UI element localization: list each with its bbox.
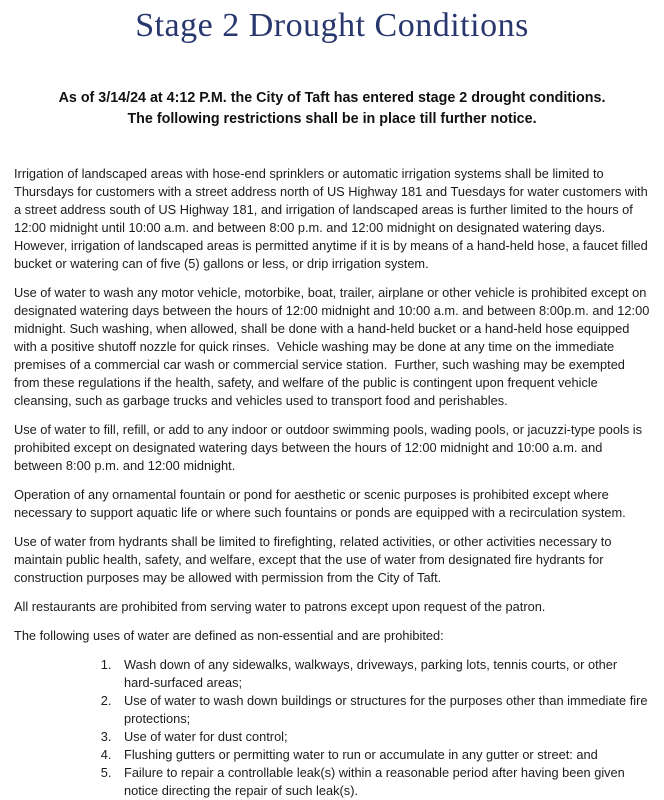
paragraph-hydrants: Use of water from hydrants shall be limited to firefighting, related activities, or other activities necessary to maintain public health, safety, and welfare, except that the use of water from designated fire hydrants for construction purposes may be allowed with permission from the City of Taft. <box>14 534 616 585</box>
list-item-gutters: 4. Flushing gutters or permitting water to run or accumulate in any gutter or street: and <box>115 746 650 764</box>
list-item-sidewalks: 1. Wash down of any sidewalks, walkways, driveways, parking lots, tennis courts, or other hard-surfaced areas; <box>115 656 650 692</box>
nonessential-uses-list <box>14 656 650 800</box>
list-item-leaks: 5. Failure to repair a controllable leak(s) within a reasonable period after having been given notice directing the repair of such leak(s). <box>115 764 650 800</box>
paragraph-vehicle-washing: Use of water to wash any motor vehicle, motorbike, boat, trailer, airplane or other vehicle is prohibited except on designated watering days between the hours of 12:00 midnight and 10:00 a.m. and between 8:00p.m. and 12:00 midnight. Such washing, when allowed, shall be done with a hand-held bucket or a hand-held hose equipped with a positive shutoff nozzle for quick rinses. Vehicle washing may be done at any time on the immediate premises of a commercial car wash or commercial service station. Further, such washing may be exempted from these regulations if the health, safety, and welfare of the public is contingent upon frequent vehicle cleansing, such as garbage trucks and vehicles used to transport food and perishables. <box>14 285 653 408</box>
list-item-buildings: 2. Use of water to wash down buildings or structures for the purposes other than immediate fire protections; <box>115 692 650 728</box>
paragraph-irrigation: Irrigation of landscaped areas with hose-end sprinklers or automatic irrigation systems shall be limited to Thursdays for customers with a street address north of US Highway 181 and Tuesdays for water customers with a street address south of US Highway 181, and irrigation of landscaped areas is further limited to the hours of 12:00 midnight until 10:00 a.m. and between 8:00 p.m. and 12:00 midnight on designated watering days. However, irrigation of landscaped areas is permitted anytime if it is by means of a hand-held hose, a faucet filled bucket or watering can of five (5) gallons or less, or drip irrigation system. <box>14 166 652 271</box>
paragraph-fountains: Operation of any ornamental fountain or pond for aesthetic or scenic purposes is prohibited except where necessary to support aquatic life or where such fountains or ponds are equipped with a recirculation system. <box>14 487 626 520</box>
list-item-dust-control: 3. Use of water for dust control; <box>115 728 650 746</box>
paragraph-restaurants: All restaurants are prohibited from serving water to patrons except upon request of the patron. <box>14 599 546 614</box>
intro-notice: As of 3/14/24 at 4:12 P.M. the City of Taft has entered stage 2 drought conditions. The following restrictions shall be in place till further notice. <box>58 90 614 127</box>
document-title: Stage 2 Drought Conditions <box>135 7 529 44</box>
paragraph-nonessential-intro: The following uses of water are defined as non-essential and are prohibited: <box>14 628 444 643</box>
document-body <box>14 165 653 800</box>
paragraph-pools: Use of water to fill, refill, or add to any indoor or outdoor swimming pools, wading pools, or jacuzzi-type pools is prohibited except on designated watering days between the hours of 12:00 midnight and 10:00 a.m. and between 8:00 p.m. and 12:00 midnight. <box>14 422 646 473</box>
